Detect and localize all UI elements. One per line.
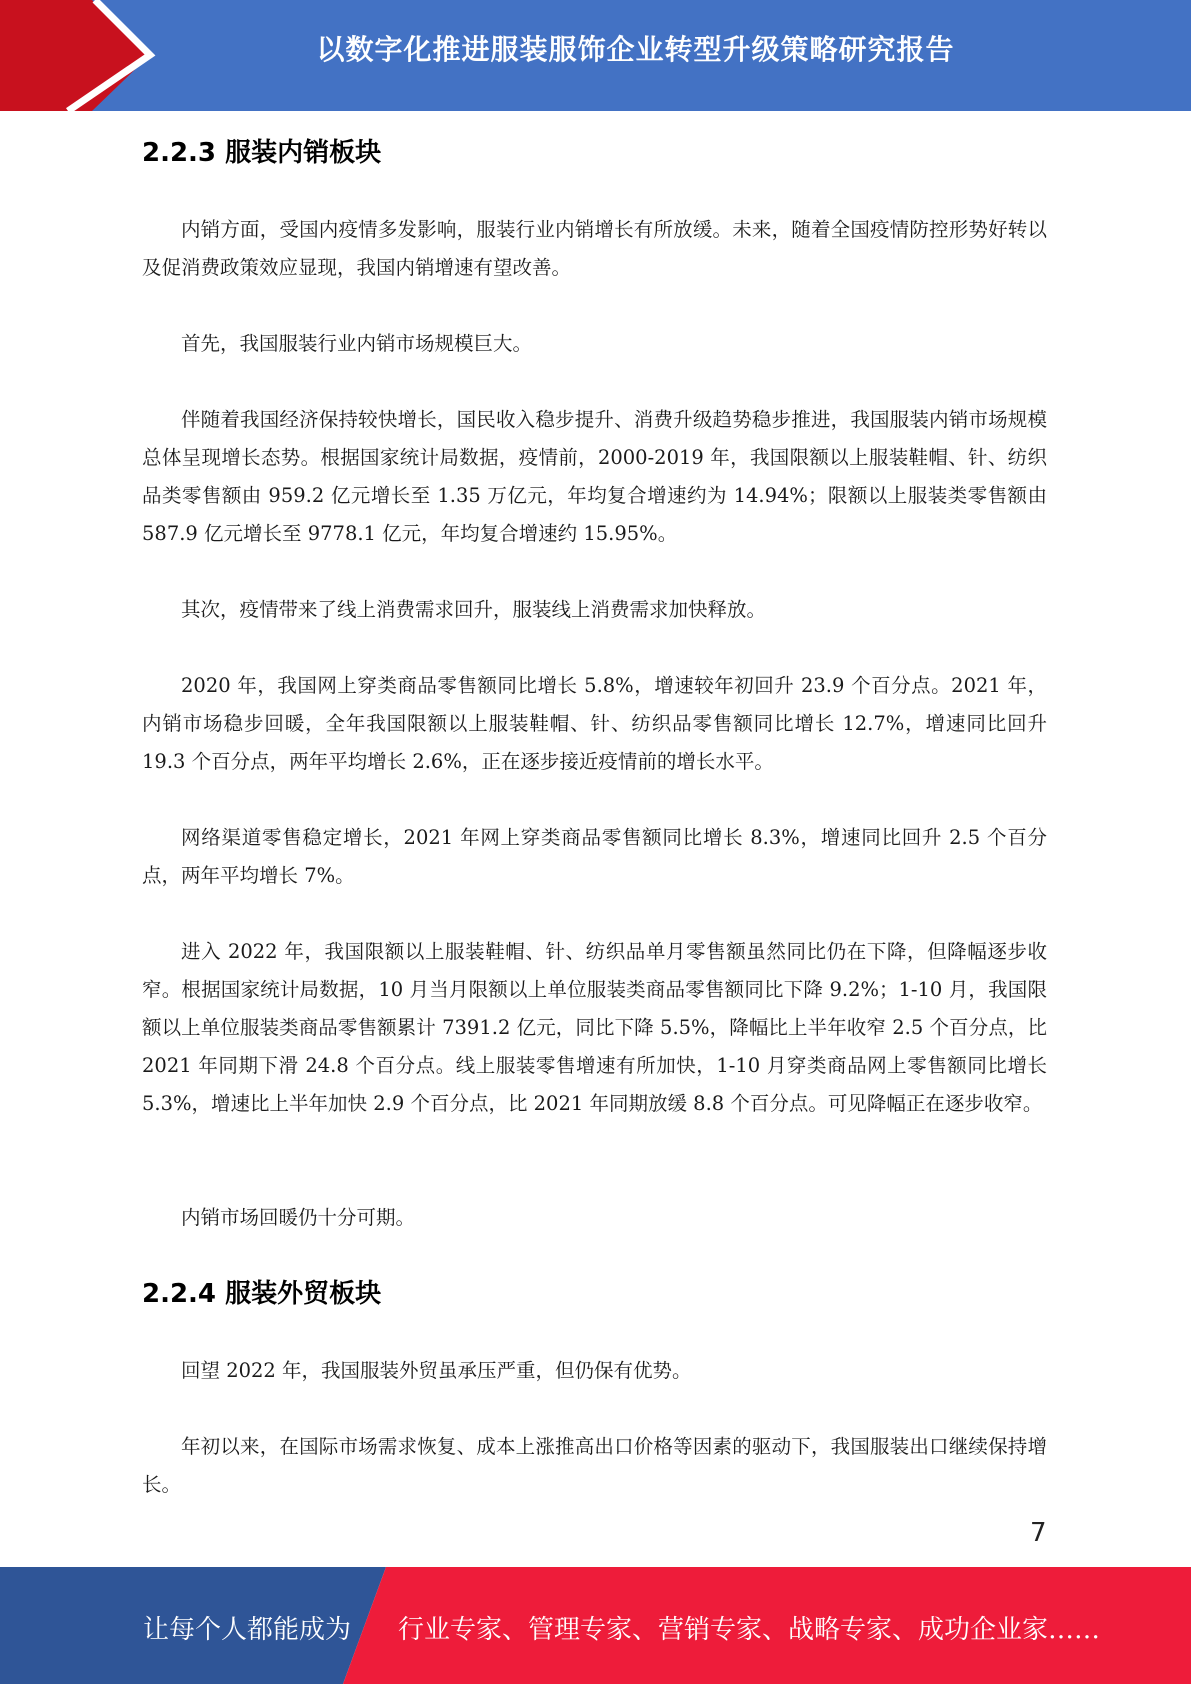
paragraph: 进入 2022 年，我国限额以上服装鞋帽、针、纺织品单月零售额虽然同比仍在下降，但降幅逐步收窄。根据国家统计局数据，10 月当月限额以上单位服装类商品零售额同比下降 9.2%；1-10 月，我国限额以上单位服装类商品零售额累计 7391.2 亿元，同比下降 5.5%，降幅比上半年收窄 2.5 个百分点，比 2021 年同期下滑 24.8 个百分点。线上服装零售增速有所加快，1-10 月穿类商品网上零售额同比增长 5.3%，增速比上半年加快 2.9 个百分点，比 2021 年同期放缓 8.8 个百分点。可见降幅正在逐步收窄。 xyxy=(142,940,1047,1115)
paragraph: 其次，疫情带来了线上消费需求回升，服装线上消费需求加快释放。 xyxy=(181,598,767,621)
paragraph: 年初以来，在国际市场需求恢复、成本上涨推高出口价格等因素的驱动下，我国服装出口继续保持增长。 xyxy=(142,1435,1047,1496)
paragraph: 网络渠道零售稳定增长，2021 年网上穿类商品零售额同比增长 8.3%，增速同比回升 2.5 个百分点，两年平均增长 7%。 xyxy=(142,826,1047,887)
section-heading-2-2-4: 2.2.4 服装外贸板块 xyxy=(142,1279,382,1309)
footer-slogan-left: 让每个人都能成为 xyxy=(143,1615,352,1645)
paragraph: 内销市场回暖仍十分可期。 xyxy=(181,1206,416,1229)
report-title: 以数字化推进服装服饰企业转型升级策略研究报告 xyxy=(316,33,955,66)
paragraph: 内销方面，受国内疫情多发影响，服装行业内销增长有所放缓。未来，随着全国疫情防控形势好转以及促消费政策效应显现，我国内销增速有望改善。 xyxy=(142,218,1047,279)
paragraph: 伴随着我国经济保持较快增长，国民收入稳步提升、消费升级趋势稳步推进，我国服装内销市场规模总体呈现增长态势。根据国家统计局数据，疫情前，2000-2019 年，我国限额以上服装鞋帽、针、纺织品类零售额由 959.2 亿元增长至 1.35 万亿元，年均复合增速约为 14.94%；限额以上服装类零售额由 587.9 亿元增长至 9778.1 亿元，年均复合增速约 15.95%。 xyxy=(142,408,1047,545)
paragraph: 首先，我国服装行业内销市场规模巨大。 xyxy=(181,332,533,355)
footer-slogan-right: 行业专家、管理专家、营销专家、战略专家、成功企业家…… xyxy=(398,1615,1101,1645)
page-footer xyxy=(0,1567,1191,1684)
page-number: 7 xyxy=(1030,1518,1047,1548)
page-header xyxy=(0,0,1191,111)
section-heading-2-2-3: 2.2.3 服装内销板块 xyxy=(142,138,382,168)
paragraph: 回望 2022 年，我国服装外贸虽承压严重，但仍保有优势。 xyxy=(181,1359,692,1382)
paragraph: 2020 年，我国网上穿类商品零售额同比增长 5.8%，增速较年初回升 23.9 个百分点。2021 年，内销市场稳步回暖，全年我国限额以上服装鞋帽、针、纺织品零售额同比增长 12.7%，增速同比回升 19.3 个百分点，两年平均增长 2.6%，正在逐步接近疫情前的增长水平。 xyxy=(142,674,1047,773)
